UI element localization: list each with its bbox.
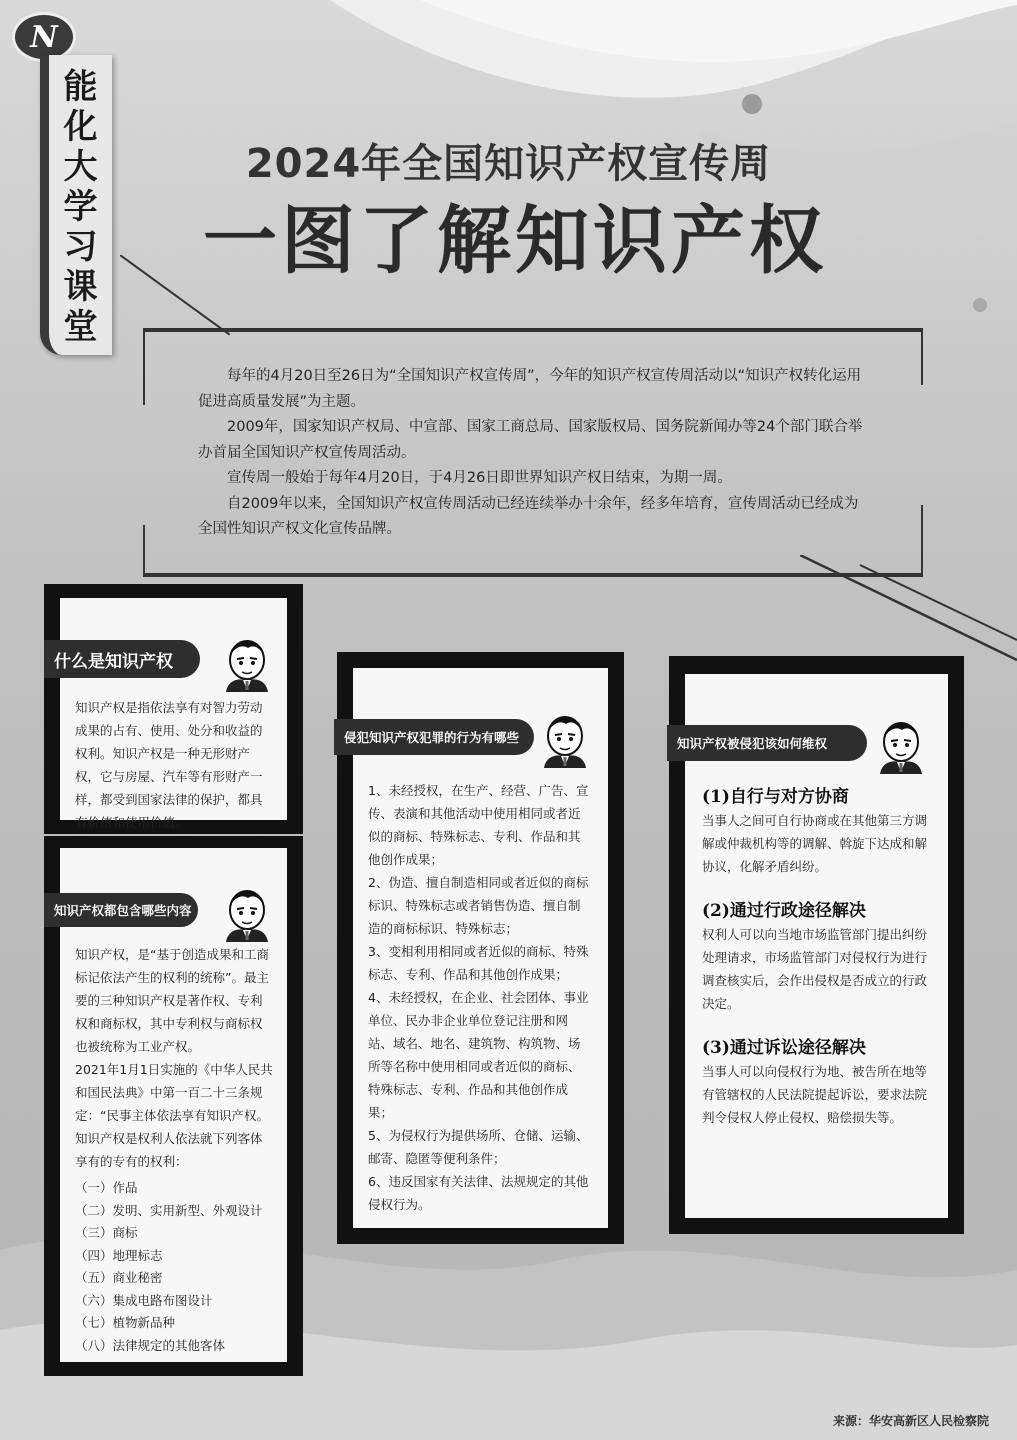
card-title-what-is-ip: 什么是知识产权 [44, 640, 200, 678]
section-heading: (3)通过诉讼途径解决 [702, 1038, 866, 1058]
intro-paragraph: 自2009年以来，全国知识产权宣传周活动已经连续举办十余年，经多年培育，宣传周活动已经成为全国性知识产权文化宣传品牌。 [198, 495, 859, 537]
section-body: 当事人可以向侵权行为地、被告所在地等有管辖权的人民法院提起诉讼，要求法院判令侵权人停止侵权、赔偿损失等。 [702, 1064, 928, 1125]
card-includes-body [75, 943, 273, 1357]
lawyer-avatar-icon [218, 630, 276, 692]
card-defend-body [702, 786, 934, 1129]
page-subtitle: 2024年全国知识产权宣传周 [245, 141, 772, 187]
vertical-char: 能 [63, 67, 98, 107]
card-crimes-body [368, 779, 592, 1216]
includes-paragraph: 知识产权，是“基于创造成果和工商标记依法产生的权利的统称”。最主要的三种知识产权是著作权、专利权和商标权，其中专利权与商标权也被统称为工业产权。 [75, 947, 269, 1054]
vertical-char: 学 [63, 187, 98, 227]
vertical-char: 习 [63, 227, 98, 267]
section-body: 当事人之间可自行协商或在其他第三方调解或仲裁机构等的调解、斡旋下达成和解协议，化解矛盾纠纷。 [702, 813, 928, 874]
list-item: （七）植物新品种 [75, 1315, 176, 1330]
crime-item: 1、未经授权，在生产、经营、广告、宣传、表演和其他活动中使用相同或者近似的商标、特殊标志、专利、作品和其他创作成果； [368, 783, 589, 867]
list-item: （四）地理标志 [75, 1247, 163, 1263]
lawyer-avatar-icon [218, 880, 276, 942]
list-item: （二）发明、实用新型、外观设计 [75, 1202, 263, 1218]
list-item: （六）集成电路布图设计 [75, 1292, 213, 1308]
defend-section [702, 786, 934, 878]
card-title-ip-includes: 知识产权都包含哪些内容 [44, 893, 198, 927]
card-title-defend-rights: 知识产权被侵犯该如何维权 [667, 725, 867, 761]
intro-text [198, 364, 870, 543]
list-item: （五）商业秘密 [75, 1270, 163, 1285]
crime-item: 4、未经授权，在企业、社会团体、事业单位、民办非企业单位登记注册和网站、域名、地名、建筑物、构筑物、场所等名称中使用相同或者近似的商标、特殊标志、专利、作品和其他创作成果； [368, 990, 589, 1120]
logo: N [12, 12, 76, 62]
section-body: 权利人可以向当地市场监管部门提出纠纷处理请求，市场监管部门对侵权行为进行调查核实后，会作出侵权是否成立的行政决定。 [702, 927, 928, 1011]
source-credit: 来源：华安高新区人民检察院 [832, 1414, 989, 1428]
list-item: （八）法律规定的其他客体 [75, 1337, 226, 1353]
intro-paragraph: 2009年，国家知识产权局、中宣部、国家工商总局、国家版权局、国务院新闻办等24个部门联合举办首届全国知识产权宣传周活动。 [198, 419, 863, 461]
section-heading: (2)通过行政途径解决 [702, 901, 866, 921]
lawyer-avatar-icon [872, 712, 930, 774]
list-item: （一）作品 [75, 1180, 138, 1195]
crime-item: 2、伪造、擅自制造相同或者近似的商标标识、特殊标志或者销售伪造、擅自制造的商标标识、特殊标志； [368, 875, 589, 936]
vertical-char: 课 [63, 267, 98, 307]
crime-item: 3、变相利用相同或者近似的商标、特殊标志、专利、作品和其他创作成果； [368, 944, 589, 982]
crime-item: 5、为侵权行为提供场所、仓储、运输、邮寄、隐匿等便利条件； [368, 1128, 589, 1166]
crime-item: 6、违反国家有关法律、法规规定的其他侵权行为。 [368, 1174, 589, 1212]
vertical-char: 堂 [63, 307, 98, 347]
vertical-char: 大 [63, 147, 98, 187]
list-item: （三）商标 [75, 1225, 138, 1240]
section-heading: (1)自行与对方协商 [702, 787, 849, 807]
decorative-line [120, 255, 230, 335]
includes-paragraph: 2021年1月1日实施的《中华人民共和国民法典》中第一百二十三条规定：“民事主体依法享有知识产权。知识产权是权利人依法就下列客体享有的专有的权利： [75, 1062, 273, 1169]
card-title-ip-crimes: 侵犯知识产权犯罪的行为有哪些 [334, 719, 534, 755]
defend-section [702, 1037, 934, 1129]
vertical-char: 化 [63, 107, 98, 147]
decorative-line [800, 555, 1017, 665]
page-title: 一图了解知识产权 [203, 198, 827, 284]
defend-section [702, 900, 934, 1015]
intro-paragraph: 宣传周一般始于每年4月20日，于4月26日即世界知识产权日结束，为期一周。 [227, 470, 732, 486]
card-what-body: 知识产权是指依法享有对智力劳动成果的占有、使用、处分和收益的权利。知识产权是一种无形财产权，它与房屋、汽车等有形财产一样，都受到国家法律的保护，都具有价值和使用价值。 [75, 700, 263, 830]
lawyer-avatar-icon [536, 706, 594, 768]
intro-paragraph: 每年的4月20日至26日为“全国知识产权宣传周”，今年的知识产权宣传周活动以“知识产权转化运用促进高质量发展”为主题。 [198, 368, 862, 410]
